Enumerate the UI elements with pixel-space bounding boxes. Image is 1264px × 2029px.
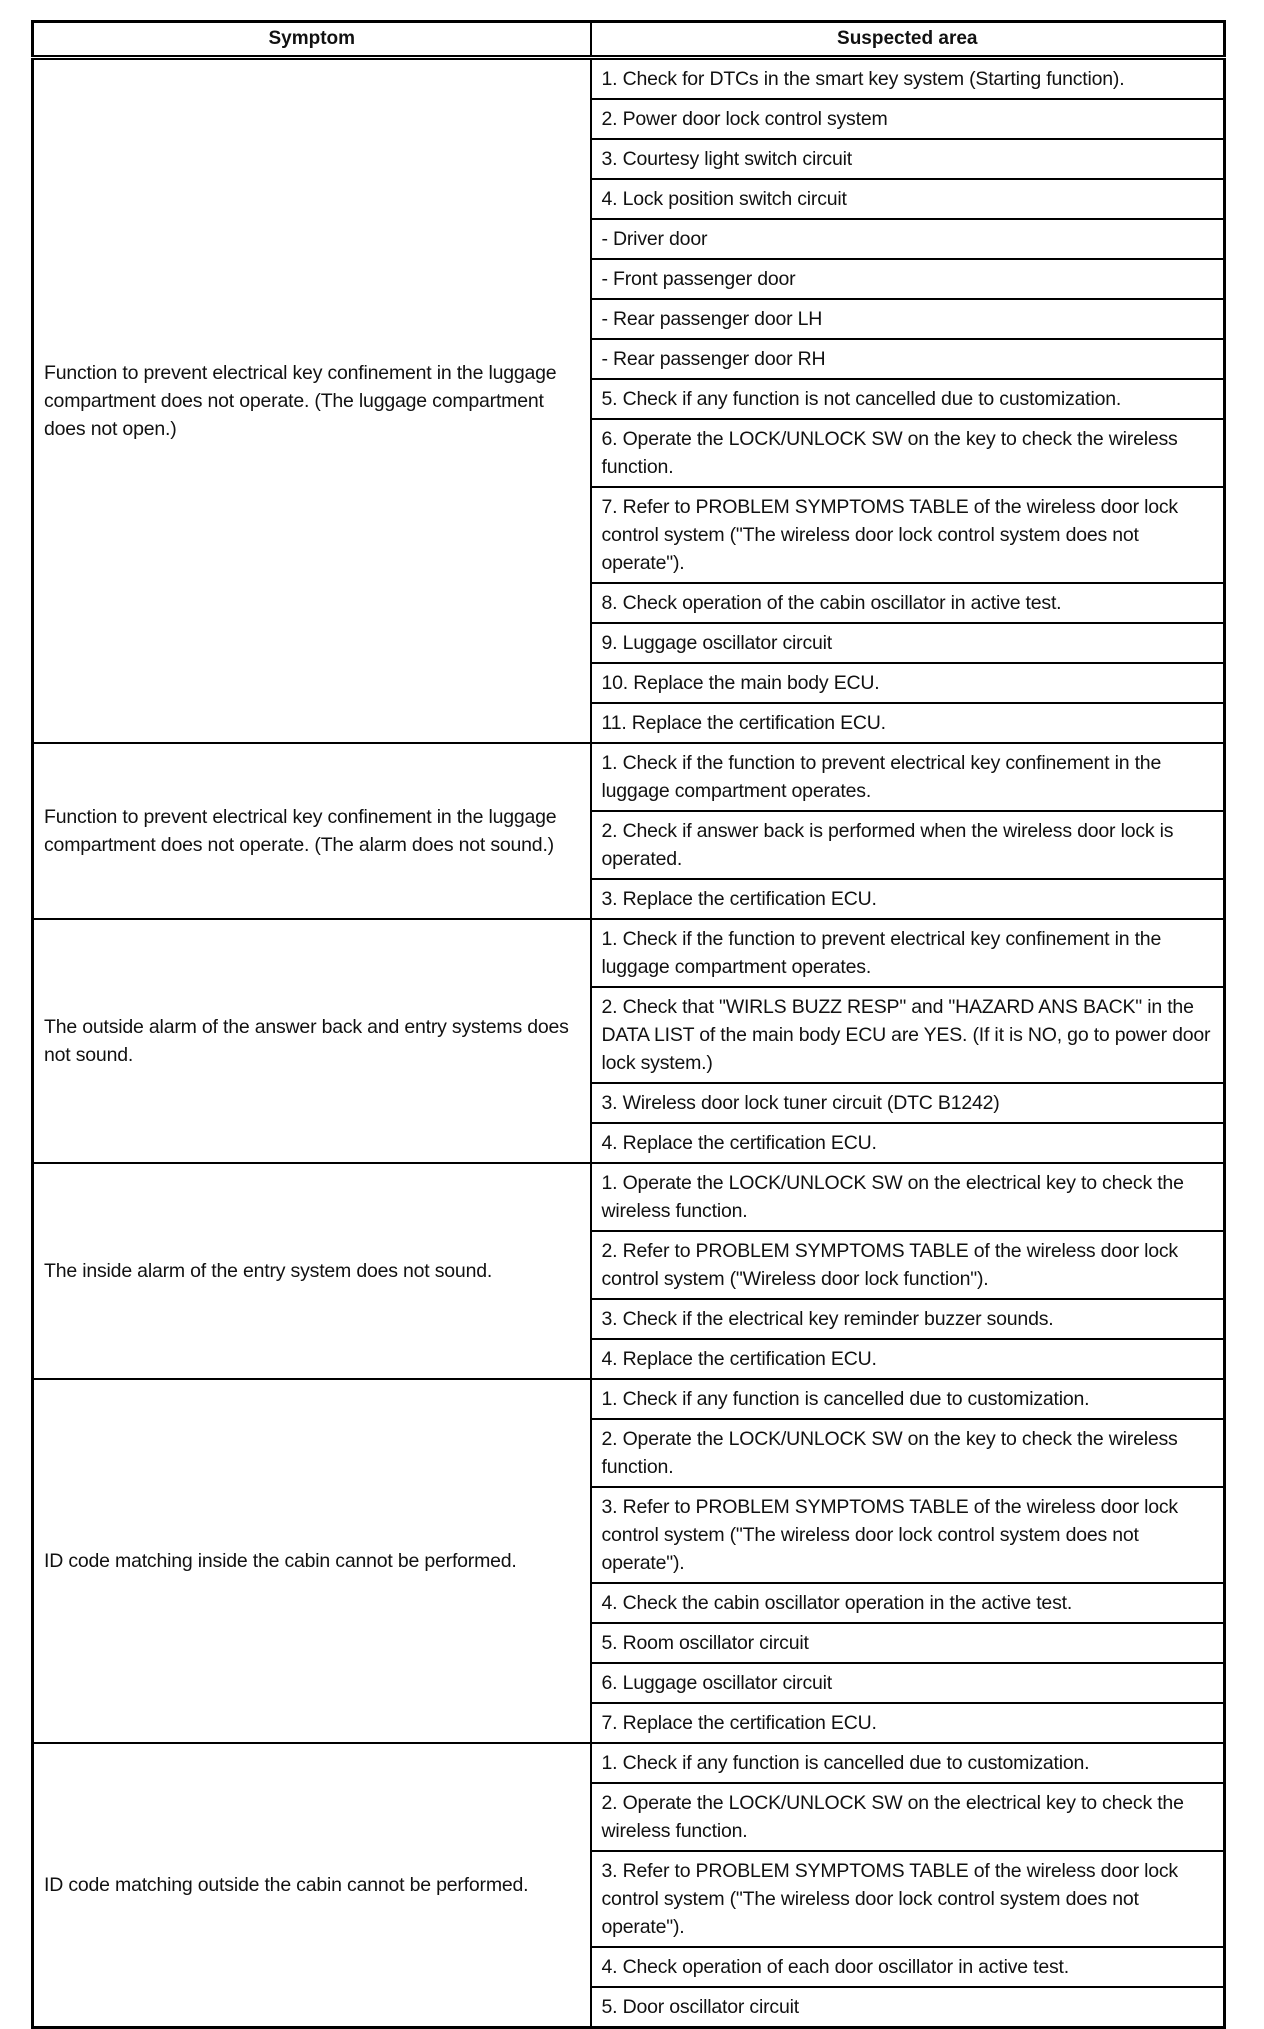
symptom-cell: The outside alarm of the answer back and entry systems does not sound. bbox=[33, 919, 591, 1163]
suspected-area-cell: 2. Check if answer back is performed when the wireless door lock is operated. bbox=[591, 811, 1225, 879]
table-row bbox=[33, 1379, 1225, 1419]
symptom-cell: The inside alarm of the entry system does not sound. bbox=[33, 1163, 591, 1379]
suspected-area-cell: 4. Replace the certification ECU. bbox=[591, 1123, 1225, 1163]
suspected-area-cell: - Rear passenger door RH bbox=[591, 339, 1225, 379]
suspected-area-cell: 2. Operate the LOCK/UNLOCK SW on the key to check the wireless function. bbox=[591, 1419, 1225, 1487]
suspected-area-cell: 7. Replace the certification ECU. bbox=[591, 1703, 1225, 1743]
suspected-area-cell: 3. Refer to PROBLEM SYMPTOMS TABLE of the wireless door lock control system ("The wireless door lock control system does not operate"). bbox=[591, 1487, 1225, 1583]
problem-symptoms-table bbox=[31, 20, 1226, 2029]
header-row bbox=[33, 22, 1225, 58]
suspected-area-cell: 1. Check if the function to prevent electrical key confinement in the luggage compartment operates. bbox=[591, 743, 1225, 811]
suspected-area-cell: 2. Refer to PROBLEM SYMPTOMS TABLE of the wireless door lock control system ("Wireless door lock function"). bbox=[591, 1231, 1225, 1299]
suspected-area-cell: 4. Check operation of each door oscillator in active test. bbox=[591, 1947, 1225, 1987]
suspected-area-cell: 3. Courtesy light switch circuit bbox=[591, 139, 1225, 179]
suspected-area-cell: 3. Replace the certification ECU. bbox=[591, 879, 1225, 919]
table-row bbox=[33, 1743, 1225, 1783]
suspected-area-cell: 10. Replace the main body ECU. bbox=[591, 663, 1225, 703]
suspected-area-cell: - Driver door bbox=[591, 219, 1225, 259]
table-row bbox=[33, 58, 1225, 100]
suspected-area-cell: 7. Refer to PROBLEM SYMPTOMS TABLE of the wireless door lock control system ("The wireless door lock control system does not operate"). bbox=[591, 487, 1225, 583]
suspected-area-cell: 3. Refer to PROBLEM SYMPTOMS TABLE of the wireless door lock control system ("The wireless door lock control system does not operate"). bbox=[591, 1851, 1225, 1947]
suspected-area-header: Suspected area bbox=[591, 22, 1225, 58]
suspected-area-cell: 1. Check if any function is cancelled due to customization. bbox=[591, 1743, 1225, 1783]
symptom-cell: ID code matching inside the cabin cannot be performed. bbox=[33, 1379, 591, 1743]
table-row bbox=[33, 743, 1225, 811]
suspected-area-cell: 9. Luggage oscillator circuit bbox=[591, 623, 1225, 663]
suspected-area-cell: 4. Check the cabin oscillator operation in the active test. bbox=[591, 1583, 1225, 1623]
suspected-area-cell: 2. Power door lock control system bbox=[591, 99, 1225, 139]
suspected-area-cell: 1. Check if the function to prevent electrical key confinement in the luggage compartment operates. bbox=[591, 919, 1225, 987]
table-row bbox=[33, 1163, 1225, 1231]
suspected-area-cell: 1. Operate the LOCK/UNLOCK SW on the electrical key to check the wireless function. bbox=[591, 1163, 1225, 1231]
suspected-area-cell: 4. Replace the certification ECU. bbox=[591, 1339, 1225, 1379]
suspected-area-cell: 8. Check operation of the cabin oscillator in active test. bbox=[591, 583, 1225, 623]
suspected-area-cell: 3. Check if the electrical key reminder buzzer sounds. bbox=[591, 1299, 1225, 1339]
symptom-header: Symptom bbox=[33, 22, 591, 58]
table-body bbox=[33, 58, 1225, 2028]
suspected-area-cell: 5. Door oscillator circuit bbox=[591, 1987, 1225, 2028]
suspected-area-cell: - Front passenger door bbox=[591, 259, 1225, 299]
suspected-area-cell: 1. Check for DTCs in the smart key system (Starting function). bbox=[591, 58, 1225, 100]
suspected-area-cell: 2. Operate the LOCK/UNLOCK SW on the electrical key to check the wireless function. bbox=[591, 1783, 1225, 1851]
suspected-area-cell: 5. Check if any function is not cancelled due to customization. bbox=[591, 379, 1225, 419]
suspected-area-cell: 5. Room oscillator circuit bbox=[591, 1623, 1225, 1663]
symptom-cell: Function to prevent electrical key confinement in the luggage compartment does not operate. (The alarm does not sound.) bbox=[33, 743, 591, 919]
suspected-area-cell: 1. Check if any function is cancelled due to customization. bbox=[591, 1379, 1225, 1419]
suspected-area-cell: 2. Check that "WIRLS BUZZ RESP" and "HAZARD ANS BACK" in the DATA LIST of the main body ECU are YES. (If it is NO, go to power door lock system.) bbox=[591, 987, 1225, 1083]
suspected-area-cell: 11. Replace the certification ECU. bbox=[591, 703, 1225, 743]
suspected-area-cell: 6. Operate the LOCK/UNLOCK SW on the key to check the wireless function. bbox=[591, 419, 1225, 487]
symptom-cell: ID code matching outside the cabin cannot be performed. bbox=[33, 1743, 591, 2028]
symptom-cell: Function to prevent electrical key confinement in the luggage compartment does not operate. (The luggage compartment does not open.) bbox=[33, 58, 591, 744]
suspected-area-cell: 3. Wireless door lock tuner circuit (DTC B1242) bbox=[591, 1083, 1225, 1123]
suspected-area-cell: - Rear passenger door LH bbox=[591, 299, 1225, 339]
suspected-area-cell: 6. Luggage oscillator circuit bbox=[591, 1663, 1225, 1703]
table-row bbox=[33, 919, 1225, 987]
suspected-area-cell: 4. Lock position switch circuit bbox=[591, 179, 1225, 219]
